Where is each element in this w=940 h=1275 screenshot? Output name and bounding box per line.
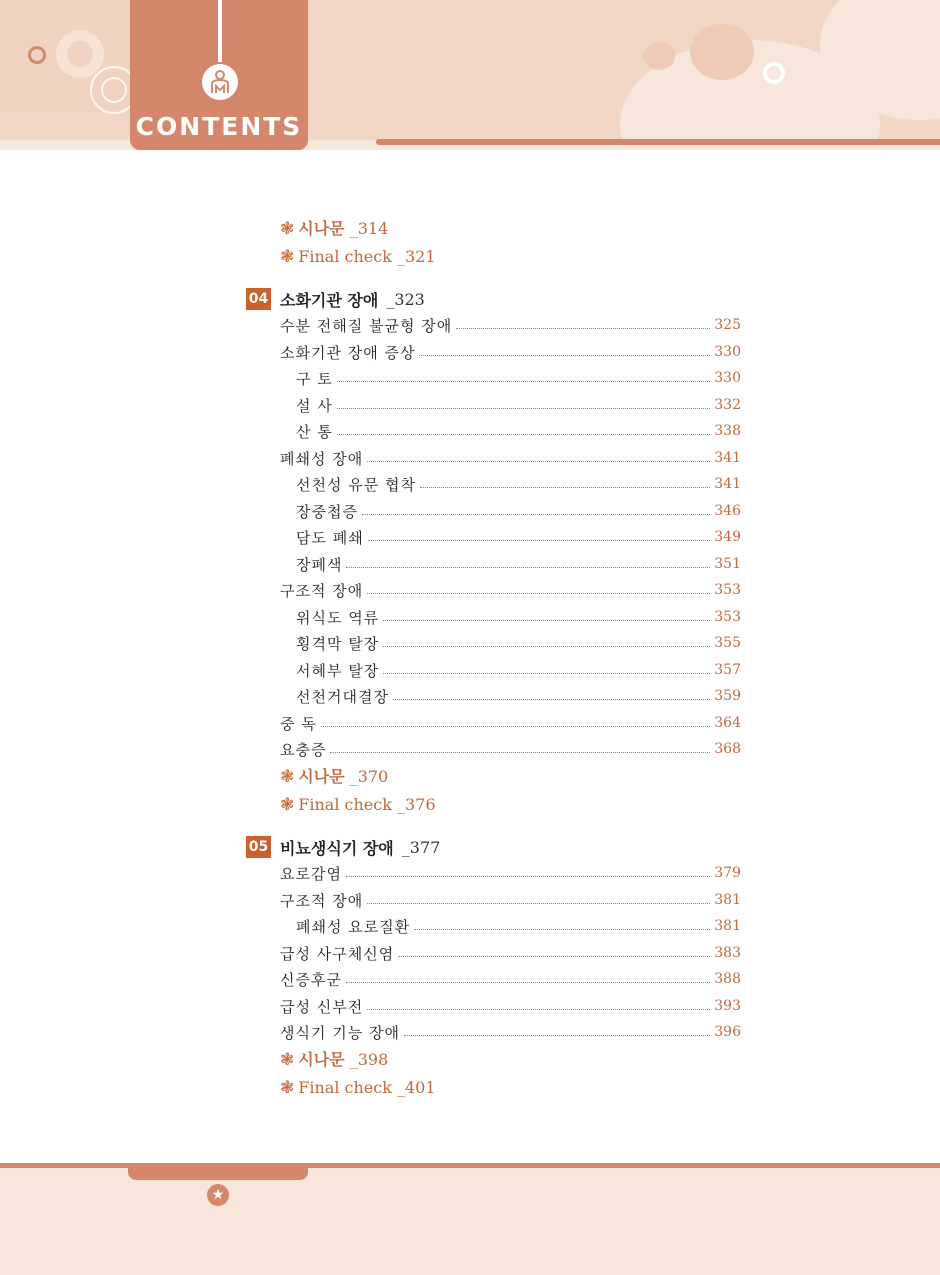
person-icon — [200, 62, 240, 102]
dot-leader — [419, 355, 710, 356]
tab-string — [218, 0, 222, 62]
dot-leader — [367, 903, 710, 904]
decor-blob-mid — [690, 24, 754, 80]
dot-leader — [330, 752, 710, 753]
dot-leader — [362, 514, 710, 515]
toc-subentry[interactable]: 횡격막 탈장 355 — [296, 634, 741, 653]
dot-leader — [420, 487, 710, 488]
toc-entry[interactable]: 신증후군 388 — [280, 970, 741, 989]
toc-subentry[interactable]: 위식도 역류 353 — [296, 608, 741, 627]
decor-ring-small — [28, 46, 46, 64]
dot-leader — [346, 876, 710, 877]
toc-subentry[interactable]: 장폐색 351 — [296, 555, 741, 574]
toc-subentry[interactable]: 설 사 332 — [296, 396, 741, 415]
chapter-title: 소화기관 장애 — [280, 290, 379, 310]
toc-entry[interactable]: 수분 전해질 불균형 장애 325 — [280, 316, 741, 335]
toc-extra-sinamun[interactable]: ❃ 시나문 _314 — [280, 219, 389, 239]
toc-entry[interactable]: 요충증 368 — [280, 740, 741, 759]
page-footer — [0, 1168, 940, 1275]
dot-leader — [404, 1035, 710, 1036]
toc-extra-sinamun[interactable]: ❃ 시나문 _370 — [280, 767, 389, 787]
toc-subentry[interactable]: 선천성 유문 협착 341 — [296, 475, 741, 494]
toc-subentry[interactable]: 서혜부 탈장 357 — [296, 661, 741, 680]
decor-circle-inner — [67, 41, 93, 67]
asterisk-icon: ❃ — [280, 1078, 295, 1098]
star-icon: ★ — [207, 1184, 229, 1206]
decor-rings-inner — [101, 77, 127, 103]
chapter-heading[interactable] — [246, 286, 425, 312]
toc-subentry[interactable]: 산 통 338 — [296, 422, 741, 441]
dot-leader — [368, 540, 711, 541]
dot-leader — [383, 620, 710, 621]
toc-entry[interactable]: 구조적 장애 353 — [280, 581, 741, 600]
toc-subentry[interactable]: 담도 폐쇄 349 — [296, 528, 741, 547]
dot-leader — [346, 567, 710, 568]
dot-leader — [414, 929, 710, 930]
chapter-title: 비뇨생식기 장애 — [280, 838, 394, 858]
toc-entry[interactable]: 소화기관 장애 증상 330 — [280, 343, 741, 362]
dot-leader — [337, 408, 711, 409]
dot-leader — [367, 461, 710, 462]
dot-leader — [367, 1009, 710, 1010]
dot-leader — [337, 381, 711, 382]
chapter-heading[interactable] — [246, 834, 440, 860]
dot-leader — [383, 646, 710, 647]
asterisk-icon: ❃ — [280, 247, 295, 267]
toc-entry[interactable]: 급성 신부전 393 — [280, 997, 741, 1016]
decor-blob-small — [643, 42, 675, 70]
asterisk-icon: ❃ — [280, 1050, 295, 1070]
toc-subentry[interactable]: 장중첩증 346 — [296, 502, 741, 521]
toc-extra-final-check[interactable]: ❃ Final check _401 — [280, 1078, 436, 1098]
dot-leader — [398, 956, 710, 957]
dot-leader — [383, 673, 710, 674]
header-rule — [376, 139, 940, 145]
asterisk-icon: ❃ — [280, 767, 295, 787]
toc-entry[interactable]: 급성 사구체신염 383 — [280, 944, 741, 963]
toc-entry[interactable]: 중 독 364 — [280, 714, 741, 733]
toc-entry[interactable]: 요로감염 379 — [280, 864, 741, 883]
toc-subentry[interactable]: 선천거대결장 359 — [296, 687, 741, 706]
footer-tab — [128, 1168, 308, 1180]
chapter-page: _323 — [386, 289, 425, 309]
asterisk-icon: ❃ — [280, 219, 295, 239]
chapter-page: _377 — [401, 837, 441, 857]
asterisk-icon: ❃ — [280, 795, 295, 815]
dot-leader — [321, 726, 711, 727]
toc-entry[interactable]: 폐쇄성 장애 341 — [280, 449, 741, 468]
toc-subentry[interactable]: 폐쇄성 요로질환 381 — [296, 917, 741, 936]
dot-leader — [346, 982, 710, 983]
dot-leader — [393, 699, 710, 700]
toc-extra-final-check[interactable]: ❃ Final check _376 — [280, 795, 436, 815]
toc-entry[interactable]: 생식기 기능 장애 396 — [280, 1023, 741, 1042]
page-title: CONTENTS — [135, 112, 303, 141]
dot-leader — [456, 328, 710, 329]
toc-subentry[interactable]: 구 토 330 — [296, 369, 741, 388]
toc-extra-sinamun[interactable]: ❃ 시나문 _398 — [280, 1050, 389, 1070]
dot-leader — [337, 434, 711, 435]
toc-extra-final-check[interactable]: ❃ Final check _321 — [280, 247, 436, 267]
chapter-number-badge: 04 — [246, 288, 271, 310]
chapter-number-badge: 05 — [246, 836, 271, 858]
toc-entry[interactable]: 구조적 장애 381 — [280, 891, 741, 910]
decor-ring-white — [763, 62, 785, 84]
dot-leader — [367, 593, 710, 594]
